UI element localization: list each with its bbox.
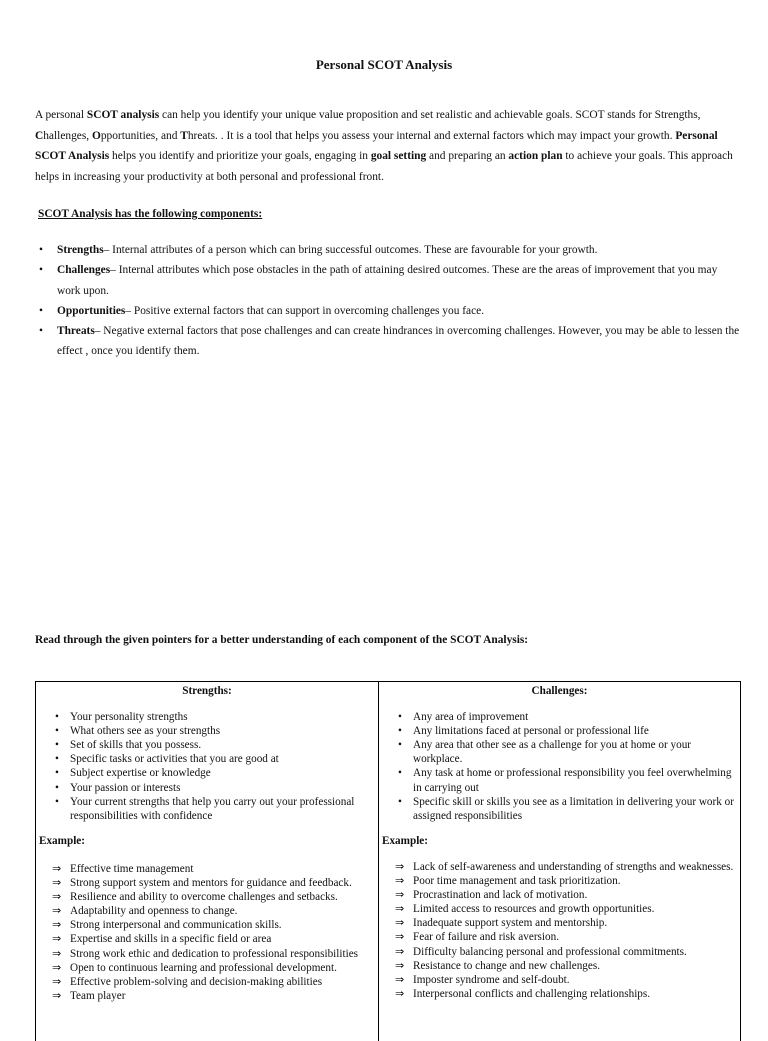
page-title: Personal SCOT Analysis [315,57,453,72]
strength-example: ⇒ Effective problem-solving and decision-making abilities [36,975,378,989]
strength-pointer: • Your current strengths that help you carry out your professional responsibilities with confidence [36,795,378,823]
strengths-example-label: Example: [39,834,85,847]
strength-example: ⇒ Strong work ethic and dedication to professional responsibilities [36,947,378,961]
component-desc: – Internal attributes of a person which can bring successful outcomes. These are favourable for your growth. [103,244,598,256]
read-through-heading: Read through the given pointers for a better understanding of each component of the SCOT Analysis: [35,634,529,646]
intro-text-run: pportunities, and [100,129,181,142]
challenge-pointer: • Any task at home or professional responsibility you feel overwhelming in carrying out [379,766,740,794]
strength-example: ⇒ Effective time management [36,862,378,876]
strengths-pointers [36,710,378,823]
challenge-pointer: • Any limitations faced at personal or professional life [379,724,740,738]
challenge-example: ⇒ Procrastination and lack of motivation. [379,888,740,902]
components-heading: SCOT Analysis has the following components: [38,208,263,220]
strength-example: ⇒ Strong support system and mentors for guidance and feedback. [36,876,378,890]
strengths-header: Strengths: [182,685,232,697]
challenge-example: ⇒ Limited access to resources and growth opportunities. [379,902,740,916]
strength-example: ⇒ Resilience and ability to overcome challenges and setbacks. [36,890,378,904]
strength-pointer: • Subject expertise or knowledge [36,766,378,780]
list-item [35,260,740,301]
challenge-example: ⇒ Poor time management and task prioritization. [379,874,740,888]
intro-text-run: can help you identify your unique value proposition and set realistic and achievable goals. SCOT stands for Strengths, [159,109,701,121]
challenge-example: ⇒ Difficulty balancing personal and professional commitments. [379,945,740,959]
component-term: Opportunities [57,304,126,317]
strengths-column [36,682,379,1041]
challenges-examples [379,860,740,1001]
challenges-example-label: Example: [382,834,428,847]
list-item [35,321,740,362]
intro-text-run: helps you identify and prioritize your goals, engaging in [109,150,371,162]
strength-example: ⇒ Adaptability and openness to change. [36,904,378,918]
list-item [35,240,740,260]
challenge-example: ⇒ Inadequate support system and mentorship. [379,916,740,930]
intro-bold-run: Personal SCOT Analysis [35,129,718,162]
list-item [35,301,740,321]
strength-pointer: • Your personality strengths [36,710,378,724]
intro-text-run: and preparing an [426,150,509,162]
strength-pointer: • Set of skills that you possess. [36,738,378,752]
challenges-column [379,682,740,1041]
challenge-pointer: • Any area of improvement [379,710,740,724]
intro-text-run: to achieve your goals. This approach helps in increasing your productivity at both personal and professional front. [35,150,733,183]
scot-table [35,681,741,1041]
component-desc: – Negative external factors that pose challenges and can create hindrances in overcoming challenges. However, you may be able to lessen the effect , once you identify them. [57,325,740,358]
intro-paragraph [35,105,740,187]
challenge-example: ⇒ Fear of failure and risk aversion. [379,930,740,944]
component-term: Challenges [57,264,111,277]
challenge-example: ⇒ Lack of self-awareness and understanding of strengths and weaknesses. [379,860,740,874]
intro-text-run: hreats. . It is a tool that helps you assess your internal and external factors which may impact your growth. [187,129,676,142]
challenges-header: Challenges: [531,685,588,697]
strength-pointer: • Specific tasks or activities that you are good at [36,752,378,766]
component-term: Threats [57,325,95,338]
intro-text-run: A personal [35,109,87,121]
intro-bold-run: T [180,129,188,142]
components-list [35,240,740,362]
strength-example: ⇒ Expertise and skills in a specific field or area [36,932,378,946]
component-desc: – Internal attributes which pose obstacles in the path of attaining desired outcomes. These are the areas of improvement that you may work upon. [57,264,718,297]
strength-pointer: • Your passion or interests [36,781,378,795]
strength-example: ⇒ Strong interpersonal and communication skills. [36,918,378,932]
challenge-pointer: • Any area that other see as a challenge for you at home or your workplace. [379,738,740,766]
intro-text-run: hallenges, [43,129,92,142]
intro-bold-run: goal setting [370,150,427,162]
component-desc: – Positive external factors that can support in overcoming challenges you face. [125,304,485,317]
challenge-example: ⇒ Resistance to change and new challenges. [379,959,740,973]
intro-bold-run: SCOT analysis [86,109,160,121]
intro-bold-run: O [91,129,101,142]
strength-example: ⇒ Team player [36,989,378,1003]
challenges-pointers [379,710,740,823]
strengths-examples [36,862,378,1003]
component-term: Strengths [57,244,104,256]
intro-bold-run: C [35,129,44,142]
challenge-pointer: • Specific skill or skills you see as a limitation in delivering your work or assigned responsibilities [379,795,740,823]
challenge-example: ⇒ Imposter syndrome and self-doubt. [379,973,740,987]
challenge-example: ⇒ Interpersonal conflicts and challenging relationships. [379,987,740,1001]
intro-bold-run: action plan [508,150,563,162]
strength-pointer: • What others see as your strengths [36,724,378,738]
strength-example: ⇒ Open to continuous learning and professional development. [36,961,378,975]
